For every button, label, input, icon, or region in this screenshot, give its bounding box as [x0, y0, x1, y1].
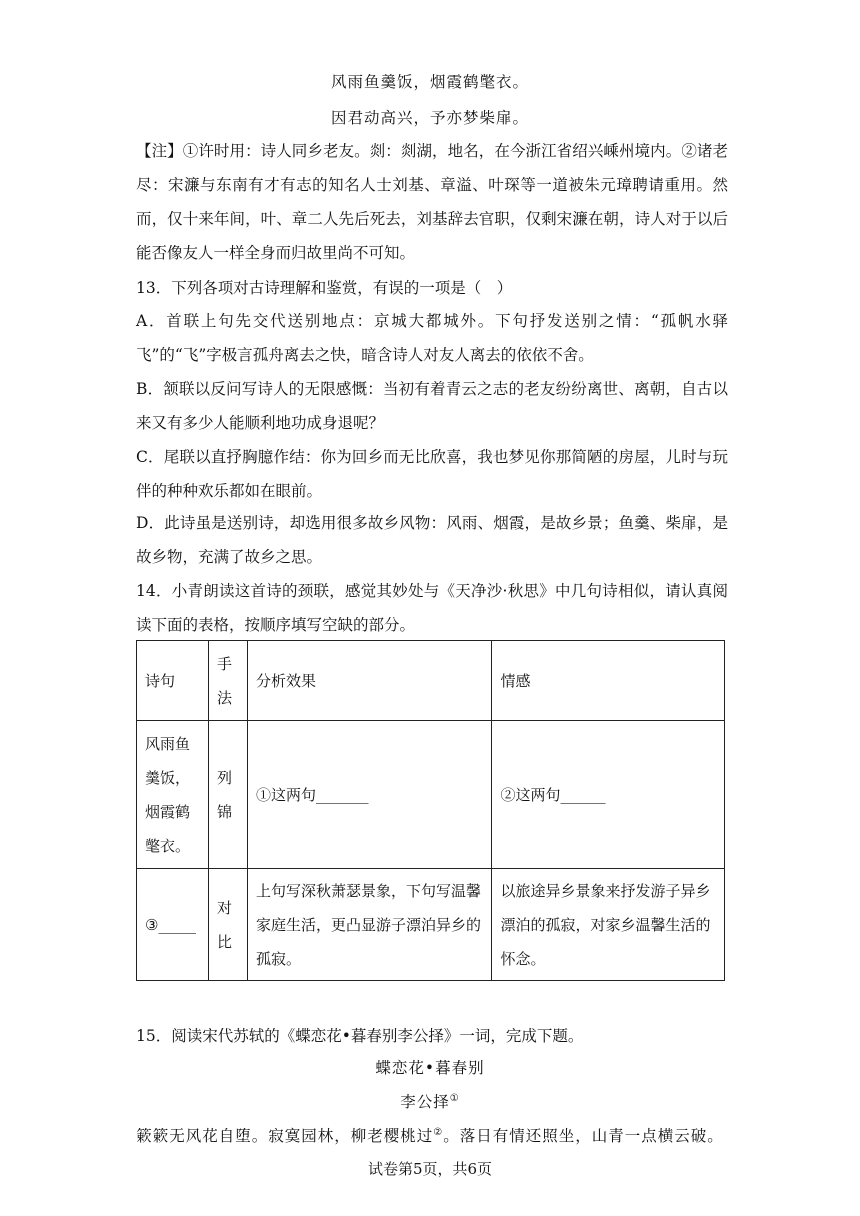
table-row: [137, 869, 725, 981]
page-footer: 试卷第5页，共6页: [367, 1160, 493, 1178]
table-cell: ②这两句______: [492, 721, 725, 869]
table-cell: ①这两句_______: [247, 721, 492, 869]
table-cell: 以旅途异乡景象来抒发游子异乡漂泊的孤寂，对家乡温馨生活的怀念。: [492, 869, 725, 981]
ci-line-1a: 簌簌无风花自堕。寂寞园林，柳老樱桃过: [136, 1127, 434, 1145]
ci-line-1: [0, 1124, 860, 1146]
table-header-row: [137, 641, 725, 721]
q13-option-a: A．首联上句先交代送别地点：京城大都城外。下句抒发送别之情：“孤帆水驿飞”的“飞”字极言孤舟离去之快，暗含诗人对友人离去的依依不舍。: [136, 312, 728, 364]
table-cell: ③_____: [137, 869, 209, 981]
q15-stem: 15．阅读宋代苏轼的《蝶恋花•暮春别李公择》一词，完成下题。: [136, 1027, 584, 1045]
ci-line-1b: 。落日有情还照坐，山青一点横云破。: [443, 1127, 724, 1145]
footnote-mark: ①: [449, 1092, 460, 1104]
header-cell: 分析效果: [247, 641, 492, 721]
table-cell: 上句写深秋萧瑟景象，下句写温馨家庭生活，更凸显游子漂泊异乡的孤寂。: [247, 869, 492, 981]
table-cell: 风雨鱼羹饭，烟霞鹤氅衣。: [137, 721, 209, 869]
table-cell: 列锦: [208, 721, 247, 869]
table-row: [137, 721, 725, 869]
header-cell: 情感: [492, 641, 725, 721]
poem-line-2: 因君动高兴，予亦梦柴扉。: [330, 109, 529, 127]
q13-option-c: C．尾联以直抒胸臆作结：你为回乡而无比欣喜，我也梦见你那简陋的房屋，儿时与玩伴的种种欢乐都如在眼前。: [136, 448, 728, 500]
q14-table: [136, 640, 725, 981]
q13-option-b: B．颔联以反问写诗人的无限感慨：当初有着青云之志的老友纷纷离世、离朝，自古以来又有多少人能顺利地功成身退呢？: [136, 380, 728, 432]
footnote-mark: ②: [433, 1126, 444, 1138]
poem-line-1: 风雨鱼羹饭，烟霞鹤氅衣。: [330, 73, 529, 91]
header-cell: 诗句: [137, 641, 209, 721]
note-paragraph: 【注】①许时用：诗人同乡老友。剡：剡湖，地名，在今浙江省绍兴嵊州境内。②诸老尽：宋濂与东南有才有志的知名人士刘基、章溢、叶琛等一道被朱元璋聘请重用。然而，仅十来年间，叶、章二人先后死去，刘基辞去官职，仅剩宋濂在朝，诗人对于以后能否像友人一样全身而归故里尚不可知。: [136, 142, 728, 262]
q13-stem: 13．下列各项对古诗理解和鉴赏，有误的一项是（ ）: [136, 279, 513, 297]
ci-title-1: 蝶恋花•暮春别: [375, 1059, 485, 1077]
q13-option-d: D．此诗虽是送别诗，却选用很多故乡风物：风雨、烟霞，是故乡景；鱼羹、柴扉，是故乡物，充满了故乡之思。: [136, 514, 728, 566]
ci-title-2: [0, 1090, 860, 1112]
table-cell: 对比: [208, 869, 247, 981]
header-cell: 手法: [208, 641, 247, 721]
ci-title-2-text: 李公择: [400, 1093, 450, 1111]
q14-stem: 14．小青朗读这首诗的颈联，感觉其妙处与《天净沙·秋思》中几句诗相似，请认真阅读下面的表格，按顺序填写空缺的部分。: [136, 582, 728, 634]
